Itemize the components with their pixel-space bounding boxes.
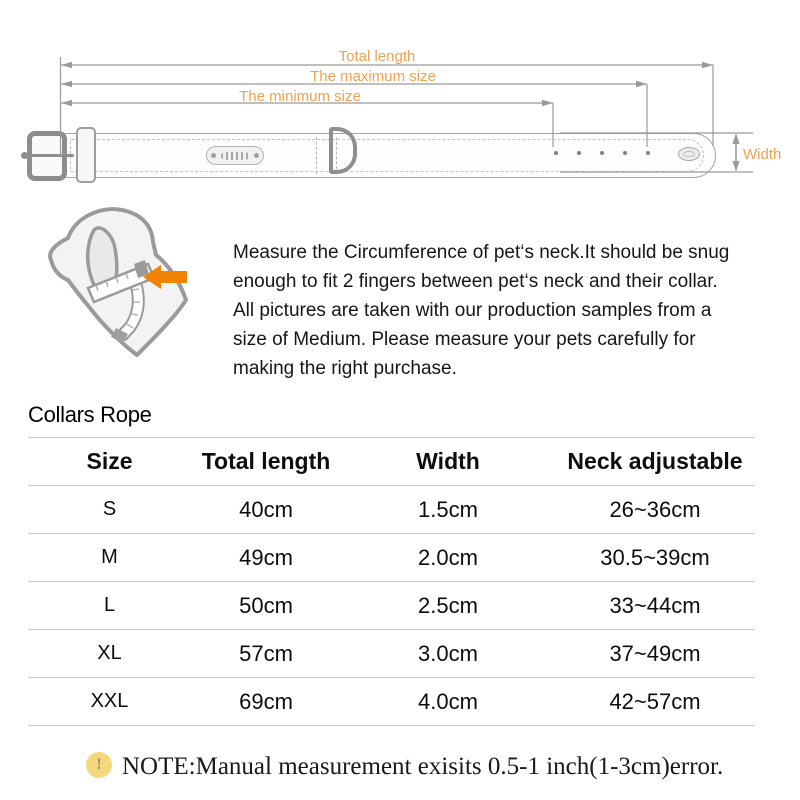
cell-total-length: 50cm: [191, 582, 341, 630]
nameplate-rivet-right: [254, 153, 259, 158]
dog-measuring-illustration: [30, 200, 210, 375]
cell-size: L: [28, 582, 191, 630]
table-row: [28, 534, 755, 582]
total-length-label: Total length: [338, 48, 416, 65]
guide-line: enough to fit 2 fingers between pet‘s neck and their collar.: [233, 271, 718, 292]
cell-width: 3.0cm: [341, 630, 555, 678]
cell-width: 2.5cm: [341, 582, 555, 630]
table-row: [28, 486, 755, 534]
table-row: [28, 630, 755, 678]
cell-size: XL: [28, 630, 191, 678]
collar-end-rivet-detail: [683, 151, 695, 157]
cell-neck: 33~44cm: [555, 582, 755, 630]
collar-hole: [577, 151, 581, 155]
note-text: NOTE:Manual measurement exisits 0.5-1 inch(1-3cm)error.: [122, 753, 724, 780]
width-label: Width: [743, 146, 782, 163]
guide-line: Measure the Circumference of pet‘s neck.It should be snug: [233, 242, 730, 263]
nameplate-engraving: [221, 152, 249, 160]
cell-width: 4.0cm: [341, 678, 555, 726]
maximum-size-label: The maximum size: [310, 68, 436, 85]
cell-neck: 30.5~39cm: [555, 534, 755, 582]
col-header-width: Width: [341, 438, 555, 486]
table-header-row: [28, 438, 755, 486]
collar-hole: [554, 151, 558, 155]
table-row: [28, 678, 755, 726]
cell-neck: 26~36cm: [555, 486, 755, 534]
collar-end-rivet: [678, 147, 700, 161]
collar-hole: [646, 151, 650, 155]
guide-line: size of Medium. Please measure your pets carefully for: [233, 329, 696, 350]
collar-nameplate: [206, 146, 264, 165]
collar-stitching: [70, 139, 704, 172]
col-header-neck-adjustable: Neck adjustable: [555, 438, 755, 486]
col-header-size: Size: [28, 438, 191, 486]
measurement-arrows-icon: [0, 0, 800, 220]
guide-line: All pictures are taken with our production samples from a: [233, 300, 712, 321]
buckle-prong: [24, 154, 74, 157]
cell-size: S: [28, 486, 191, 534]
cell-total-length: 57cm: [191, 630, 341, 678]
cell-total-length: 40cm: [191, 486, 341, 534]
note-exclamation-icon: !: [86, 752, 112, 778]
cell-neck: 42~57cm: [555, 678, 755, 726]
nameplate-rivet-left: [211, 153, 216, 158]
size-table: [28, 437, 755, 726]
cell-total-length: 69cm: [191, 678, 341, 726]
cell-total-length: 49cm: [191, 534, 341, 582]
cell-width: 1.5cm: [341, 486, 555, 534]
cell-size: XXL: [28, 678, 191, 726]
buckle-prong-ball: [21, 152, 28, 159]
cell-size: M: [28, 534, 191, 582]
cell-neck: 37~49cm: [555, 630, 755, 678]
cell-width: 2.0cm: [341, 534, 555, 582]
guide-line: making the right purchase.: [233, 358, 457, 379]
table-row: [28, 582, 755, 630]
col-header-total-length: Total length: [191, 438, 341, 486]
table-caption: Collars Rope: [28, 402, 152, 427]
collar-keeper-loop: [76, 127, 96, 183]
collar-hole: [623, 151, 627, 155]
fold-stitch-line: [316, 137, 317, 174]
minimum-size-label: The minimum size: [239, 88, 361, 105]
measuring-guide-text: [233, 238, 778, 383]
collar-hole: [600, 151, 604, 155]
